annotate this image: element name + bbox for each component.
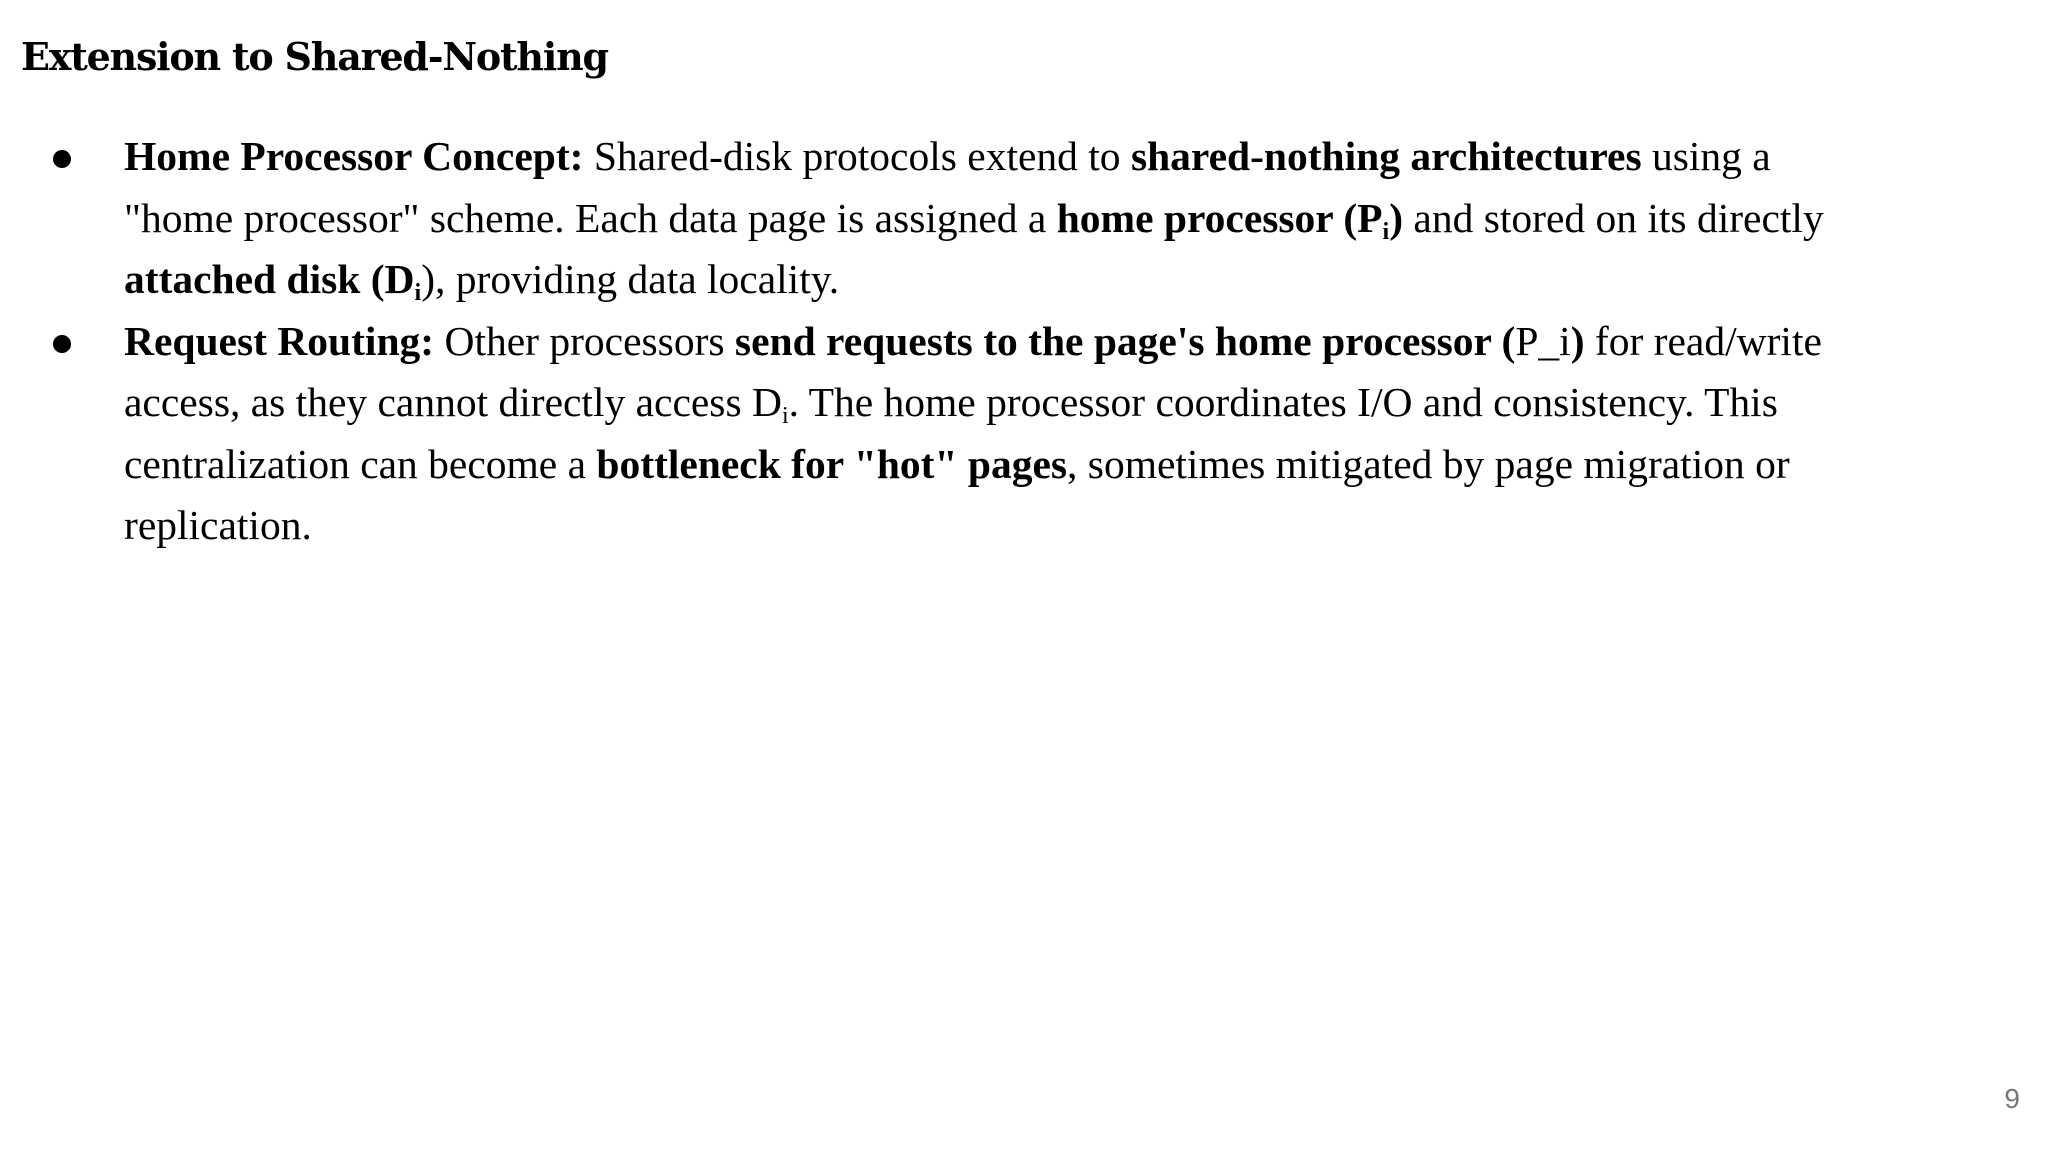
- bullet-lead: Home Processor Concept:: [124, 133, 584, 179]
- bullet-text: . The home processor coordinates I/O and consistency. This: [788, 379, 1778, 425]
- bullet-text: for read/write: [1584, 317, 1822, 364]
- bullet-bold-text: home processor (P: [1056, 194, 1383, 241]
- page-number: 9: [2004, 1083, 2020, 1114]
- bullet-request-routing: [0, 311, 2004, 557]
- bullet-home-processor-concept: [0, 126, 2004, 311]
- bullet-text: , sometimes mitigated by page migration or: [1067, 440, 1790, 487]
- bullet-line: [124, 188, 2004, 250]
- bullet-text: replication.: [124, 502, 312, 548]
- bullet-bold-text: attached disk (D: [124, 256, 415, 302]
- bullet-line: [124, 249, 2004, 311]
- bullet-text: access, as they cannot directly access D: [124, 379, 782, 425]
- subscript: i: [1382, 218, 1390, 245]
- bullet-text: and stored on its directly: [1403, 194, 1824, 241]
- bullet-list: [0, 126, 2048, 557]
- bullet-bold-text: send requests to the page's home processor (: [734, 317, 1516, 364]
- bullet-lead: Request Routing:: [124, 317, 435, 364]
- bullet-line: [124, 434, 2004, 496]
- bullet-text: using a: [1641, 133, 1771, 179]
- bullet-bold-text: bottleneck for "hot" pages: [596, 440, 1068, 487]
- bullet-bold-text: ): [1389, 194, 1404, 241]
- bullet-line: [124, 311, 2004, 373]
- bullet-bold-text: shared-nothing architectures: [1130, 133, 1642, 179]
- bullet-text: "home processor" scheme. Each data page is assigned a: [124, 194, 1057, 241]
- bullet-dot-icon: [53, 335, 71, 353]
- bullet-line: [124, 495, 2004, 557]
- subscript: i: [414, 280, 422, 306]
- bullet-line: [124, 126, 2004, 188]
- bullet-text: Other processors: [434, 317, 735, 364]
- bullet-line: [124, 372, 2004, 434]
- bullet-text: Shared-disk protocols extend to: [583, 133, 1131, 179]
- slide-title: Extension to Shared-Nothing: [21, 34, 608, 79]
- bullet-text: centralization can become a: [124, 440, 597, 487]
- bullet-text: ), providing data locality.: [421, 256, 840, 302]
- bullet-text: P_i: [1515, 317, 1571, 364]
- bullet-bold-text: ): [1570, 317, 1585, 364]
- bullet-dot-icon: [53, 150, 71, 168]
- subscript: i: [781, 403, 789, 429]
